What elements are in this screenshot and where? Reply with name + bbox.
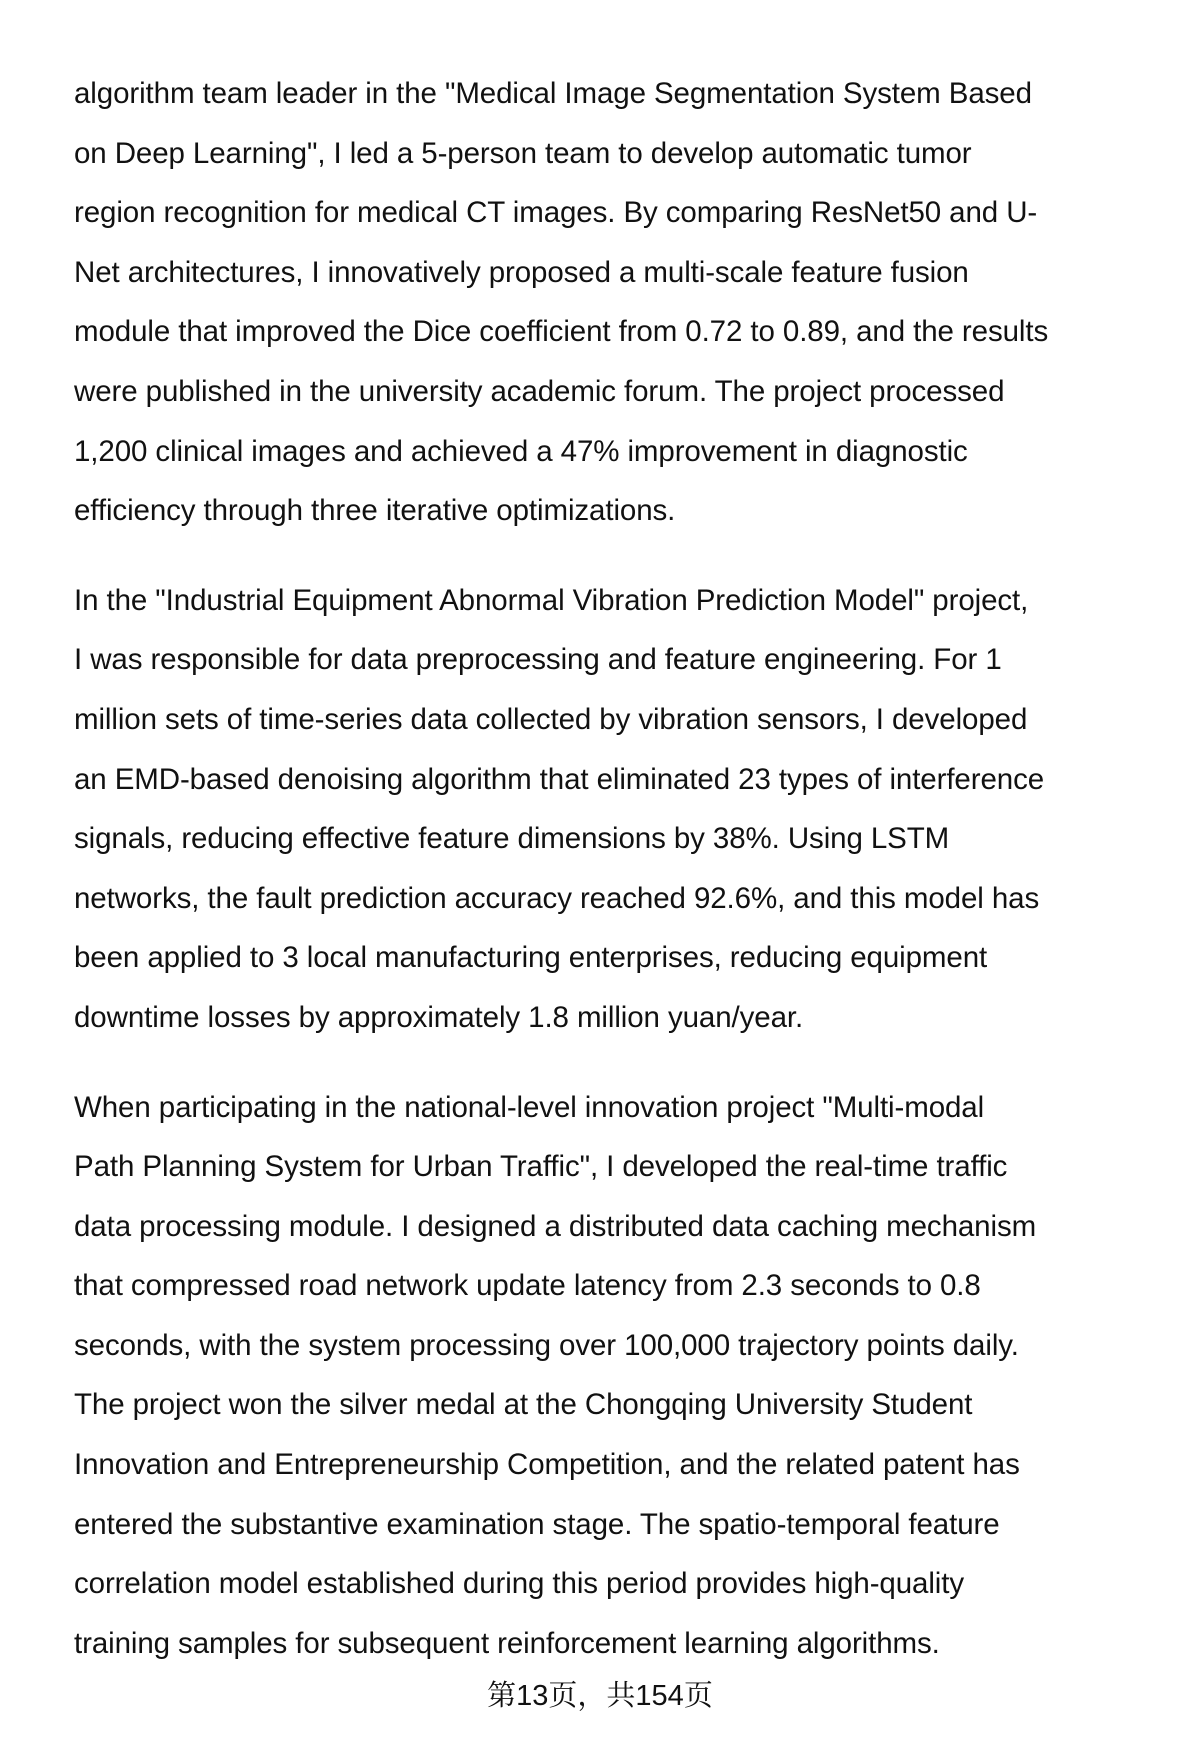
paragraph bbox=[74, 1078, 1174, 1674]
text-line: were published in the university academic forum. The project processed bbox=[74, 374, 1005, 408]
text-line: networks, the fault prediction accuracy reached 92.6%, and this model has bbox=[74, 881, 1040, 915]
text-line: efficiency through three iterative optimizations. bbox=[74, 494, 676, 528]
text-line: data processing module. I designed a distributed data caching mechanism bbox=[74, 1209, 1037, 1243]
text-line: correlation model established during this period provides high-quality bbox=[74, 1567, 964, 1601]
text-line: I was responsible for data preprocessing and feature engineering. For 1 bbox=[74, 643, 1002, 677]
text-line: In the "Industrial Equipment Abnormal Vibration Prediction Model" project, bbox=[74, 583, 1029, 617]
text-line: that compressed road network update latency from 2.3 seconds to 0.8 bbox=[74, 1269, 981, 1303]
text-line: Path Planning System for Urban Traffic", I developed the real-time traffic bbox=[74, 1150, 1008, 1184]
text-line: million sets of time-series data collected by vibration sensors, I developed bbox=[74, 702, 1028, 736]
text-line: on Deep Learning", I led a 5-person team to develop automatic tumor bbox=[74, 136, 972, 170]
text-line: The project won the silver medal at the Chongqing University Student bbox=[74, 1388, 973, 1422]
paragraph bbox=[74, 571, 1174, 1048]
text-line: downtime losses by approximately 1.8 million yuan/year. bbox=[74, 1000, 804, 1034]
text-line: Net architectures, I innovatively proposed a multi-scale feature fusion bbox=[74, 255, 969, 289]
text-line: seconds, with the system processing over 100,000 trajectory points daily. bbox=[74, 1328, 1019, 1362]
text-line: training samples for subsequent reinforcement learning algorithms. bbox=[74, 1626, 940, 1660]
text-line: module that improved the Dice coefficient from 0.72 to 0.89, and the results bbox=[74, 315, 1049, 349]
page-number: 第13页，共154页 bbox=[487, 1680, 713, 1712]
text-line: been applied to 3 local manufacturing enterprises, reducing equipment bbox=[74, 941, 988, 975]
text-line: When participating in the national-level innovation project "Multi-modal bbox=[74, 1090, 985, 1124]
text-line: region recognition for medical CT images. By comparing ResNet50 and U- bbox=[74, 196, 1038, 230]
text-line: algorithm team leader in the "Medical Image Segmentation System Based bbox=[74, 77, 1032, 110]
text-line: 1,200 clinical images and achieved a 47% improvement in diagnostic bbox=[74, 434, 968, 468]
text-line: entered the substantive examination stage. The spatio-temporal feature bbox=[74, 1507, 1000, 1541]
text-line: signals, reducing effective feature dimensions by 38%. Using LSTM bbox=[74, 822, 950, 856]
paragraph bbox=[74, 64, 1174, 541]
text-line: Innovation and Entrepreneurship Competition, and the related patent has bbox=[74, 1448, 1020, 1482]
text-line: an EMD-based denoising algorithm that eliminated 23 types of interference bbox=[74, 762, 1045, 796]
document-body bbox=[74, 64, 1174, 1703]
